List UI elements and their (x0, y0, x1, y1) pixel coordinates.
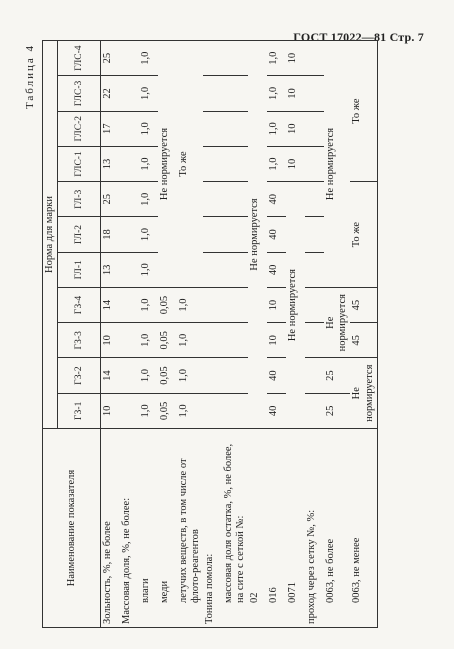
table-cell: Не нормируется (350, 358, 377, 429)
table-cell: 10 (286, 76, 305, 111)
table-cell: То же (350, 41, 377, 182)
table-cell: 1,0 (267, 111, 286, 146)
table-cell: 1,0 (177, 323, 203, 358)
table-cell: 1,0 (267, 76, 286, 111)
table-cell: Не нормируется (286, 182, 305, 429)
table-cell: 0,05 (158, 287, 177, 322)
row-label: 016 (267, 429, 286, 628)
table-row (158, 41, 177, 628)
table-title: Таблица 4 (24, 44, 36, 110)
table-cell: 0,05 (158, 393, 177, 428)
table-cell: 1,0 (267, 41, 286, 76)
table-cell: 1,0 (177, 287, 203, 322)
grade-header: ГЗ-3 (58, 323, 101, 358)
grade-header: ГЛС-2 (58, 111, 101, 146)
grade-header: ГЛС-3 (58, 76, 101, 111)
table-cell: 1,0 (139, 182, 158, 217)
row-label: влаги (139, 429, 158, 628)
table-cell: То же (350, 182, 377, 288)
table-cell: 10 (286, 41, 305, 76)
table-cell: 1,0 (139, 323, 158, 358)
grade-header: ГЛС-1 (58, 146, 101, 181)
table-cell: 0,05 (158, 323, 177, 358)
table-cell: Не нормируется (324, 287, 350, 358)
table-cell: 10 (101, 323, 121, 358)
table-cell: 10 (267, 323, 286, 358)
table-cell: 40 (267, 182, 286, 217)
row-label: проход через сетку №, %: (305, 429, 324, 628)
table-cell: 1,0 (139, 393, 158, 428)
table-row (101, 41, 121, 628)
table-cell: Не нормируется (324, 41, 350, 288)
table-cell: 1,0 (177, 393, 203, 428)
table-row (267, 41, 286, 628)
grade-header: ГЛ-2 (58, 217, 101, 252)
table-cell: 0,05 (158, 358, 177, 393)
table-cell: То же (177, 41, 203, 288)
row-label: Тонина помола: (203, 429, 222, 628)
table-cell: 40 (267, 393, 286, 428)
row-label: 0063, не менее (350, 429, 377, 628)
table-cell: 25 (324, 358, 350, 393)
table-row (222, 41, 248, 628)
table-cell: 45 (350, 287, 377, 322)
table-cell: 1,0 (177, 358, 203, 393)
table-cell: 14 (101, 287, 121, 322)
table-cell: 1,0 (139, 358, 158, 393)
table-cell: 1,0 (267, 146, 286, 181)
table-cell: 40 (267, 217, 286, 252)
rotated-table-area (20, 38, 430, 628)
table-cell: 10 (267, 287, 286, 322)
row-label: летучих веществ, в том числе от флото-реагентов (177, 429, 203, 628)
row-label: массовая доля остатка, %, не более, на сите с сеткой №: (222, 429, 248, 628)
row-label: Массовая доля, %, не более: (120, 429, 139, 628)
grade-header: ГЗ-2 (58, 358, 101, 393)
indicator-header: Наименование показателя (43, 429, 101, 628)
table-row (120, 41, 139, 628)
table-cell: 40 (267, 252, 286, 287)
table-cell: 25 (324, 393, 350, 428)
table-cell: 1,0 (139, 41, 158, 76)
table-cell: 1,0 (139, 146, 158, 181)
table-row (177, 41, 203, 628)
row-label: меди (158, 429, 177, 628)
table-row (286, 41, 305, 628)
table-cell: 10 (286, 111, 305, 146)
table-cell: 10 (286, 146, 305, 181)
table-cell: 14 (101, 358, 121, 393)
table-cell: 40 (267, 358, 286, 393)
header-row (43, 41, 58, 628)
grade-header: ГЛС-4 (58, 41, 101, 76)
row-label: 02 (248, 429, 267, 628)
table-cell: 18 (101, 217, 121, 252)
table-cell: 1,0 (139, 287, 158, 322)
row-label: Зольность, %, не более (101, 429, 121, 628)
table-cell: 45 (350, 323, 377, 358)
table-row (324, 41, 350, 628)
table-cell: 13 (101, 146, 121, 181)
table-cell: 25 (101, 41, 121, 76)
table-row (139, 41, 158, 628)
table-cell: 1,0 (139, 76, 158, 111)
table-cell: 17 (101, 111, 121, 146)
table-cell: 1,0 (139, 252, 158, 287)
norm-header: Норма для марки (43, 41, 58, 429)
grade-header: ГЗ-1 (58, 393, 101, 428)
table-row (203, 41, 222, 628)
table-cell: 22 (101, 76, 121, 111)
table-cell: Не нормируется (158, 41, 177, 288)
grade-header: ГЛ-3 (58, 182, 101, 217)
grade-header: ГЗ-4 (58, 287, 101, 322)
grade-header: ГЛ-1 (58, 252, 101, 287)
table-cell: Не нормируется (248, 41, 267, 429)
table-row (350, 41, 377, 628)
table-cell: 1,0 (139, 217, 158, 252)
table-row (305, 41, 324, 628)
table-cell: 1,0 (139, 111, 158, 146)
norms-table (42, 40, 378, 628)
table-cell: 13 (101, 252, 121, 287)
row-label: 0071 (286, 429, 305, 628)
table-cell: 10 (101, 393, 121, 428)
table-cell: 25 (101, 182, 121, 217)
row-label: 0063, не более (324, 429, 350, 628)
page-header: ГОСТ 17022—81 Стр. 7 (293, 30, 424, 44)
table-row (248, 41, 267, 628)
